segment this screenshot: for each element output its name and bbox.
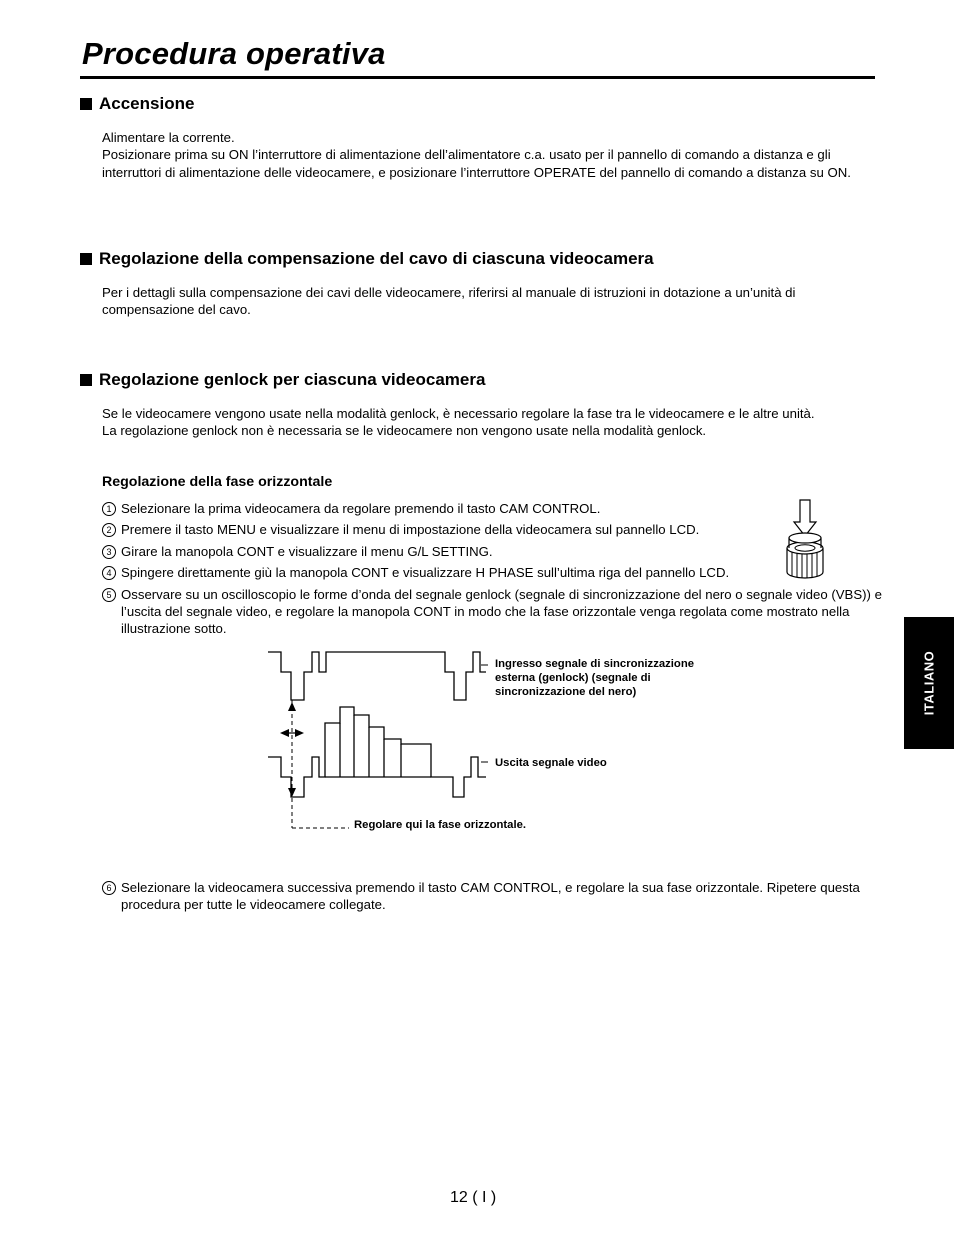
square-bullet-icon xyxy=(80,374,92,386)
step-number: 1 xyxy=(102,502,116,516)
step-number: 4 xyxy=(102,566,116,580)
label-genlock-input: Ingresso segnale di sincronizzazione esterna (genlock) (segnale di sincronizzazione del nero) xyxy=(495,658,695,698)
section-compensazione xyxy=(80,249,880,319)
step-number: 5 xyxy=(102,588,116,602)
list-item: 2 Premere il tasto MENU e visualizzare il menu di impostazione della videocamera sul pannello LCD. xyxy=(102,521,882,538)
language-tab: ITALIANO xyxy=(904,617,954,749)
step-number: 6 xyxy=(102,881,116,895)
video-waveform xyxy=(268,707,486,797)
section-heading: Accensione xyxy=(80,94,880,114)
step-number: 2 xyxy=(102,523,116,537)
section-text: Alimentare la corrente. Posizionare prima su ON l’interruttore di alimentazione dell’alimentatore c.a. usato per il pannello di comando a distanza e gli interruttori di alimentazione delle videocamere, e posizionare l’interruttore OPERATE del pannello di comando a distanza su ON. xyxy=(102,130,851,180)
section-text: Per i dettagli sulla compensazione dei cavi delle videocamere, riferirsi al manuale di istruzioni in dotazione a un’unità di compensazione del cavo. xyxy=(102,285,796,318)
step-number: 3 xyxy=(102,545,116,559)
title-divider xyxy=(80,76,875,79)
square-bullet-icon xyxy=(80,253,92,265)
list-item: 6 Selezionare la videocamera successiva premendo il tasto CAM CONTROL, e regolare la sua fase orizzontale. Ripetere questa procedura per tutte le videocamere collegate. xyxy=(102,879,882,918)
list-item: 1 Selezionare la prima videocamera da regolare premendo il tasto CAM CONTROL. xyxy=(102,500,882,517)
steps-list xyxy=(102,500,882,642)
list-item: 4 Spingere direttamente giù la manopola CONT e visualizzare H PHASE sull’ultima riga del pannello LCD. xyxy=(102,564,882,581)
section-heading: Regolazione della compensazione del cavo di ciascuna videocamera xyxy=(80,249,880,269)
waveform-diagram xyxy=(264,645,494,835)
page-title: Procedura operativa xyxy=(82,36,386,71)
section-heading: Regolazione genlock per ciascuna videocamera xyxy=(80,370,880,390)
subheading-fase-orizzontale: Regolazione della fase orizzontale xyxy=(102,474,333,490)
list-item: 5 Osservare su un oscilloscopio le forme d’onda del segnale genlock (segnale di sincronizzazione del nero o segnale video (VBS)) e l’uscita del segnale video, e regolare la manopola CONT in modo che la fase orizzontale venga regolata come mostrato nella illustrazione sotto. xyxy=(102,586,882,638)
knob-push-icon xyxy=(780,498,830,582)
label-video-output: Uscita segnale video xyxy=(495,757,607,769)
section-text: Se le videocamere vengono usate nella modalità genlock, è necessario regolare la fase tra le videocamere e le altre unità. La regolazione genlock non è necessaria se le videocamere non vengono usate nella modalità genlock. xyxy=(102,406,815,439)
page-number: 12 ( I ) xyxy=(450,1189,497,1206)
list-item: 3 Girare la manopola CONT e visualizzare il menu G/L SETTING. xyxy=(102,543,882,560)
section-accensione xyxy=(80,94,880,181)
square-bullet-icon xyxy=(80,98,92,110)
label-adjust-phase: Regolare qui la fase orizzontale. xyxy=(354,819,527,831)
section-genlock xyxy=(80,370,880,440)
genlock-waveform xyxy=(268,652,486,700)
